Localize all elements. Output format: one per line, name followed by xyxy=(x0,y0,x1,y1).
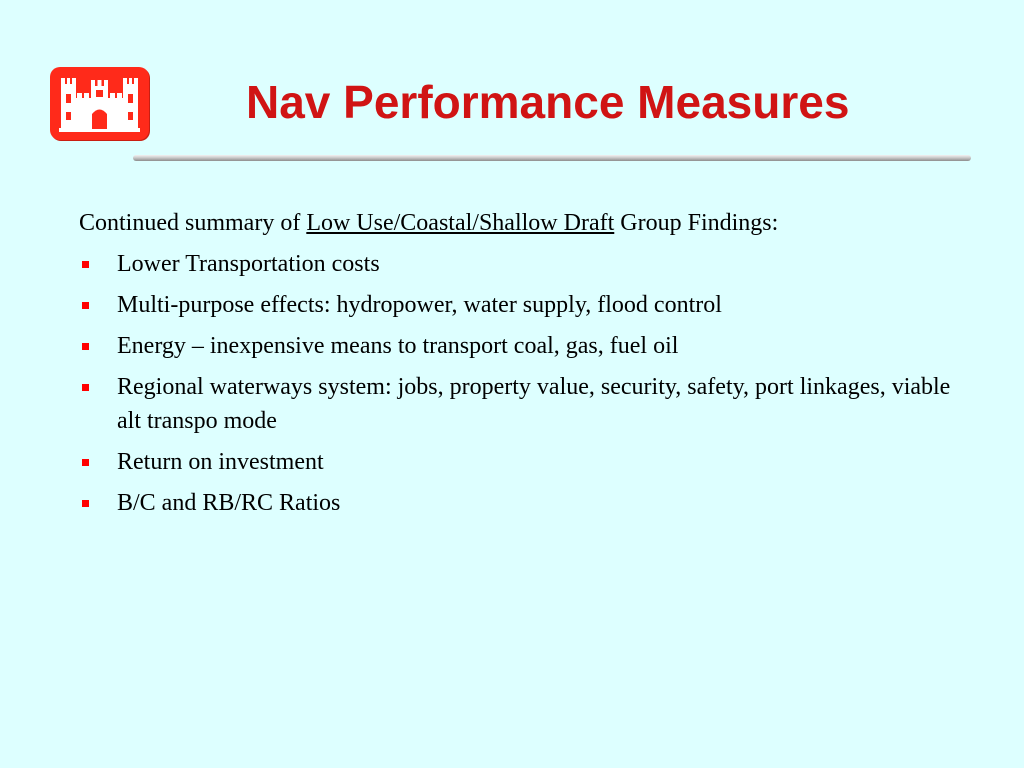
bullet-square-icon xyxy=(82,500,89,507)
list-item-text: Lower Transportation costs xyxy=(117,251,380,277)
bullet-square-icon xyxy=(82,302,89,309)
bullet-square-icon xyxy=(82,343,89,350)
list-item-text: B/C and RB/RC Ratios xyxy=(117,490,341,516)
list-item xyxy=(79,247,959,281)
findings-list xyxy=(79,247,959,520)
list-item xyxy=(79,370,959,438)
castle-icon xyxy=(58,74,141,133)
bullet-square-icon xyxy=(82,261,89,268)
list-item-text: Return on investment xyxy=(117,449,324,475)
bullet-square-icon xyxy=(82,459,89,466)
page-title: Nav Performance Measures xyxy=(246,76,850,128)
intro-underlined: Low Use/Coastal/Shallow Draft xyxy=(306,210,615,236)
list-item-text: Energy – inexpensive means to transport coal, gas, fuel oil xyxy=(117,333,679,359)
intro-suffix: Group Findings: xyxy=(614,210,779,236)
bullet-square-icon xyxy=(82,384,89,391)
list-item xyxy=(79,486,959,520)
intro-prefix: Continued summary of xyxy=(79,210,307,236)
list-item xyxy=(79,329,959,363)
list-item-text: Regional waterways system: jobs, property value, security, safety, port linkages, viable alt transpo mode xyxy=(117,374,951,434)
list-item-text: Multi-purpose effects: hydropower, water supply, flood control xyxy=(117,292,722,318)
castle-logo xyxy=(50,67,149,140)
list-item xyxy=(79,288,959,322)
slide-body xyxy=(79,206,959,527)
list-item xyxy=(79,445,959,479)
intro-line xyxy=(79,206,959,240)
title-divider xyxy=(133,155,971,161)
